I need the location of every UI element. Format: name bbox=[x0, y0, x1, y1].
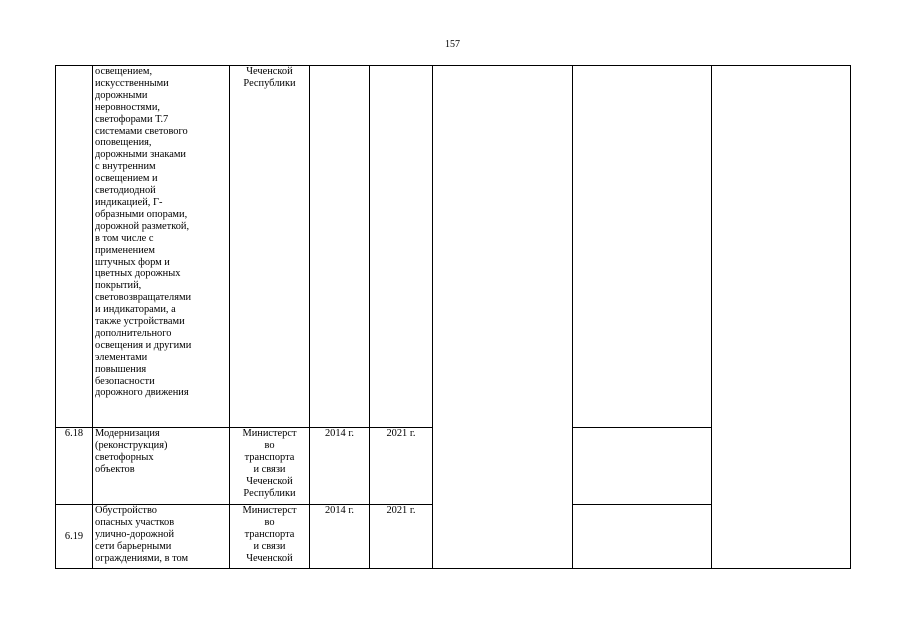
page-number: 157 bbox=[445, 39, 460, 50]
text-line: Республики bbox=[243, 487, 296, 499]
text-line: дополнительного bbox=[95, 327, 172, 339]
merged-empty-cell bbox=[433, 66, 573, 569]
activity-name-cell bbox=[93, 428, 230, 505]
end-year-cell bbox=[370, 66, 433, 428]
text-line: образными опорами, bbox=[95, 208, 188, 220]
table-row bbox=[56, 66, 851, 428]
end-year-cell: 2021 г. bbox=[370, 428, 433, 505]
text-line: оповещения, bbox=[95, 137, 152, 149]
text-line: освещением и bbox=[95, 173, 158, 185]
text-line: (реконструкция) bbox=[95, 439, 168, 451]
text-line: светофорами Т.7 bbox=[95, 113, 169, 125]
text-line: дорожного движения bbox=[95, 387, 189, 399]
text-line: ограждениями, в том bbox=[95, 552, 189, 564]
text-line: применением bbox=[95, 244, 155, 256]
row-number-cell: 6.19 bbox=[56, 505, 93, 569]
text-line: объектов bbox=[95, 463, 135, 475]
text-line: световозвращателями bbox=[95, 292, 192, 304]
start-year-cell bbox=[310, 66, 370, 428]
text-line: безопасности bbox=[95, 375, 155, 387]
text-line: дорожными bbox=[95, 89, 148, 101]
text-line: дорожными знаками bbox=[95, 149, 186, 161]
executor-cell bbox=[230, 505, 310, 569]
text-line: Обустройство bbox=[95, 505, 158, 516]
text-line: дорожной разметкой, bbox=[95, 220, 190, 232]
text-line: транспорта bbox=[244, 528, 295, 540]
text-line: Чеченской bbox=[246, 66, 293, 77]
text-line: цветных дорожных bbox=[95, 268, 181, 280]
text-line: Республики bbox=[243, 77, 296, 89]
merged-empty-cell bbox=[712, 66, 851, 569]
text-line: с внутренним bbox=[95, 161, 156, 173]
activity-name-cell bbox=[93, 66, 230, 428]
row-number-cell bbox=[56, 66, 93, 428]
text-line: Чеченской bbox=[246, 475, 293, 487]
text-line: светофорных bbox=[95, 451, 154, 463]
text-line: штучных форм и bbox=[95, 256, 170, 268]
text-line: Чеченской bbox=[246, 552, 293, 564]
text-line: светодиодной bbox=[95, 185, 156, 197]
text-line: элементами bbox=[95, 351, 148, 363]
program-activities-table bbox=[55, 65, 851, 569]
text-line: во bbox=[264, 439, 275, 451]
empty-cell bbox=[573, 66, 712, 428]
text-line: Министерст bbox=[242, 428, 297, 439]
text-line: транспорта bbox=[244, 451, 295, 463]
text-line: освещением, bbox=[95, 66, 153, 77]
text-line: покрытий, bbox=[95, 280, 142, 292]
text-line: в том числе с bbox=[95, 232, 154, 244]
text-line: Министерст bbox=[242, 505, 297, 516]
text-line: освещения и другими bbox=[95, 339, 192, 351]
text-line: системами светового bbox=[95, 125, 188, 137]
text-line: и индикаторами, а bbox=[95, 304, 176, 316]
text-line: и связи bbox=[253, 540, 286, 552]
text-line: и связи bbox=[253, 463, 286, 475]
activity-name-cell bbox=[93, 505, 230, 569]
text-line: искусственными bbox=[95, 77, 169, 89]
text-line: повышения bbox=[95, 363, 147, 375]
text-line: во bbox=[264, 516, 275, 528]
empty-cell bbox=[573, 505, 712, 569]
executor-cell bbox=[230, 66, 310, 428]
text-line: улично-дорожной bbox=[95, 528, 175, 540]
empty-cell bbox=[573, 428, 712, 505]
end-year-cell: 2021 г. bbox=[370, 505, 433, 569]
text-line: также устройствами bbox=[95, 316, 185, 328]
text-line: сети барьерными bbox=[95, 540, 172, 552]
start-year-cell: 2014 г. bbox=[310, 505, 370, 569]
executor-cell bbox=[230, 428, 310, 505]
row-number-cell: 6.18 bbox=[56, 428, 93, 505]
text-line: неровностями, bbox=[95, 101, 161, 113]
text-line: опасных участков bbox=[95, 516, 175, 528]
text-line: Модернизация bbox=[95, 428, 160, 439]
text-line: индикацией, Г- bbox=[95, 196, 163, 208]
start-year-cell: 2014 г. bbox=[310, 428, 370, 505]
